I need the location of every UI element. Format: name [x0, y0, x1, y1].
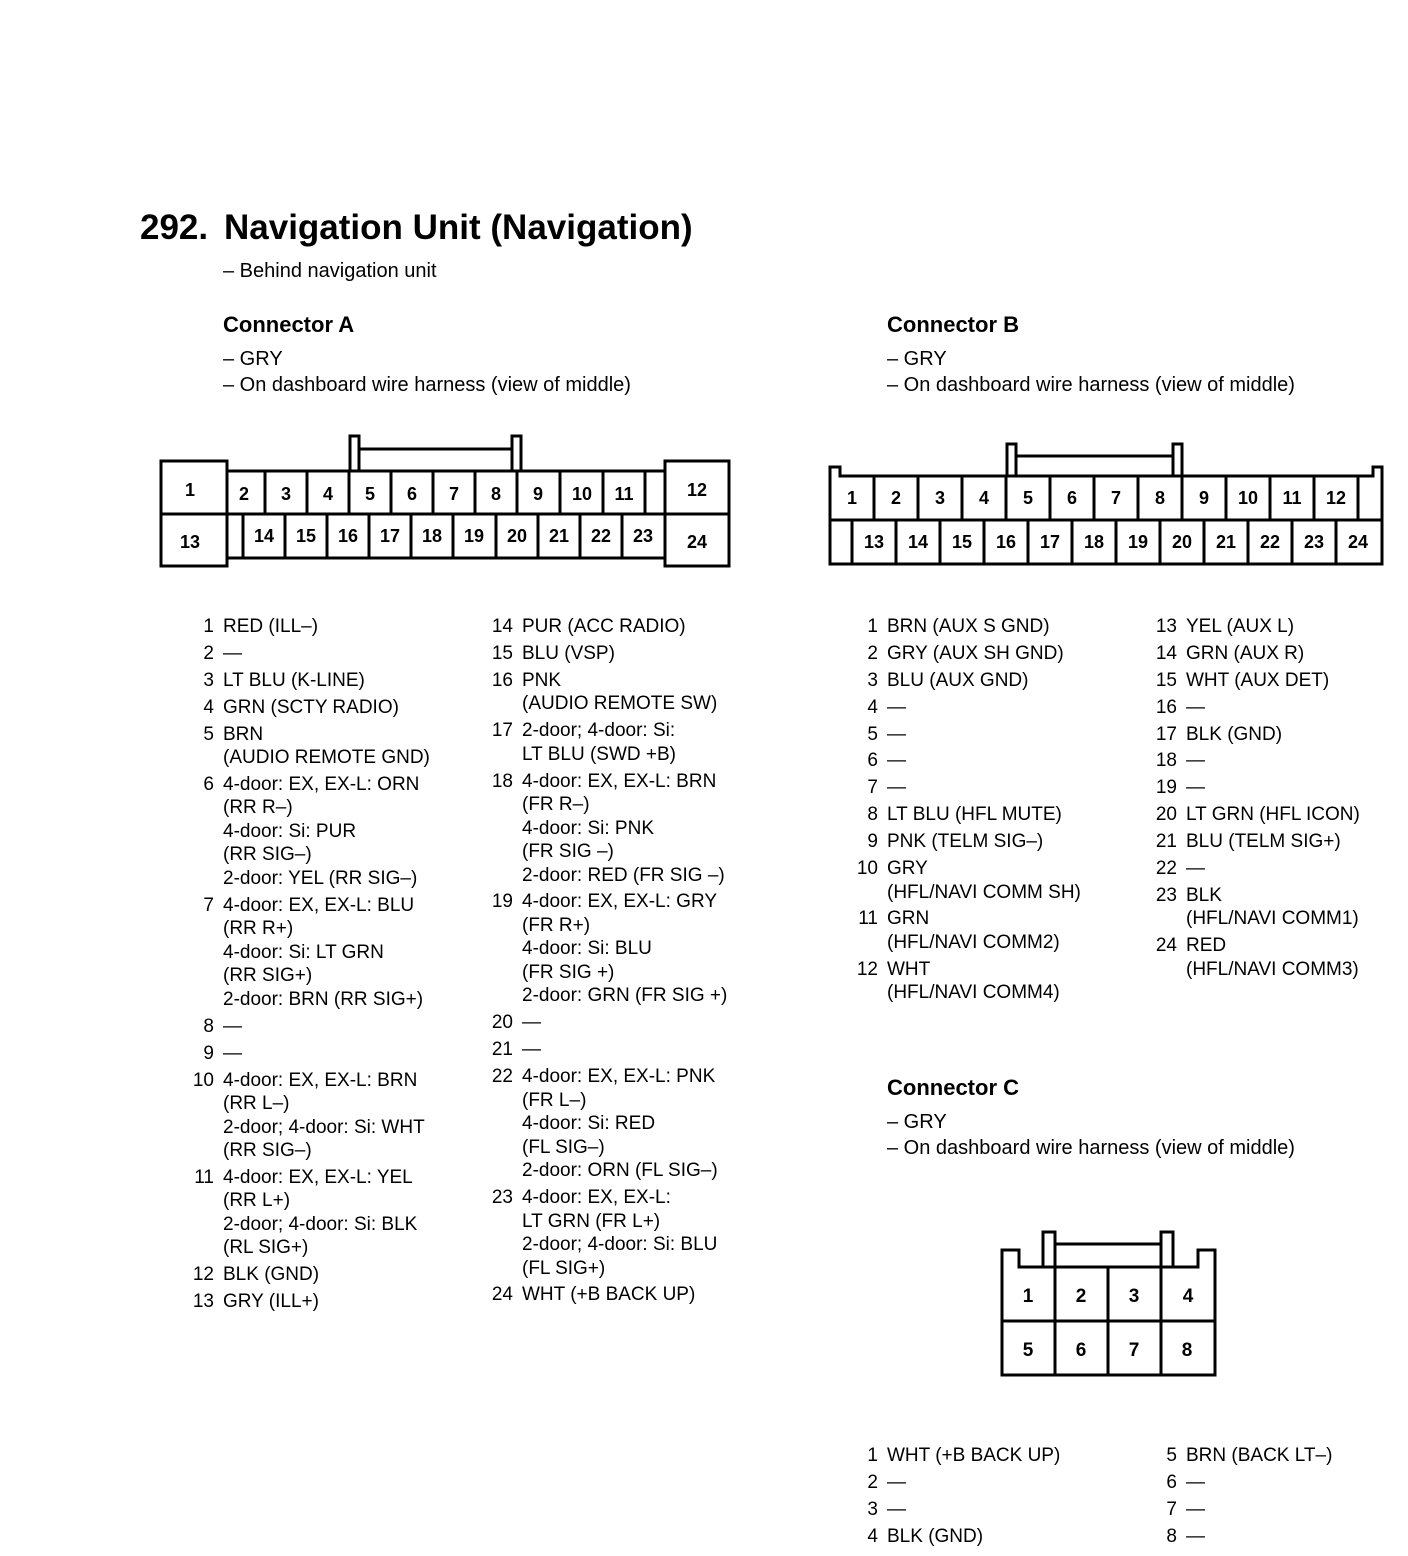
pin-entry — [192, 615, 472, 639]
pin-description: — — [887, 1471, 906, 1493]
pin-description: — — [887, 723, 906, 745]
pin-entry — [1155, 696, 1395, 720]
pin-description: GRY (AUX SH GND) — [887, 642, 1064, 664]
pin-number: 20 — [491, 1012, 513, 1034]
pin-entry — [192, 1069, 472, 1163]
pin-description: BLK (GND) — [887, 1525, 984, 1547]
connector-b-pin-label: 5 — [1022, 488, 1034, 508]
connector-b-pin-label: 19 — [1127, 532, 1149, 552]
connector-c-pin-label: 6 — [1075, 1340, 1087, 1361]
connector-c-harness: – On dashboard wire harness (view of middle) — [887, 1137, 1295, 1159]
connector-b-pin-list-right — [1155, 615, 1395, 985]
pin-description: 4-door: EX, EX-L: PNK (FR L–) 4-door: Si: RED (FL SIG–) 2-door: ORN (FL SIG–) — [522, 1066, 718, 1182]
pin-number: 10 — [192, 1069, 214, 1091]
pin-description: BRN (AUX S GND) — [887, 616, 1050, 637]
pin-number: 2 — [203, 642, 214, 664]
pin-entry — [1155, 1471, 1395, 1495]
connector-b-pin-label: 6 — [1066, 488, 1078, 508]
pin-entry — [192, 1015, 472, 1039]
pin-entry — [856, 1498, 1136, 1522]
pin-number: 4 — [867, 696, 878, 718]
pin-description: — — [887, 750, 906, 772]
pin-number: 3 — [867, 669, 878, 691]
connector-b-pin-label: 12 — [1325, 488, 1347, 508]
pin-entry — [491, 890, 771, 1008]
pin-number: 19 — [491, 891, 513, 913]
connector-a-pin-label: 18 — [421, 526, 443, 546]
connector-b-pin-label: 14 — [907, 532, 929, 552]
pin-description: GRN (HFL/NAVI COMM2) — [887, 908, 1060, 953]
pin-entry — [856, 1471, 1136, 1495]
pin-number: 8 — [203, 1015, 214, 1037]
connector-a-pin-label: 11 — [614, 484, 634, 504]
pin-number: 17 — [1155, 723, 1177, 745]
connector-a-pin-label: 14 — [253, 526, 275, 546]
connector-b-color: – GRY — [887, 348, 947, 370]
pin-number: 4 — [203, 696, 214, 718]
connector-c-pin-label: 1 — [1022, 1286, 1034, 1307]
pin-number: 4 — [867, 1525, 878, 1547]
pin-description: RED (ILL–) — [223, 616, 319, 637]
pin-number: 9 — [203, 1042, 214, 1064]
pin-number: 23 — [1155, 884, 1177, 906]
connector-a-pin-label: 21 — [548, 526, 570, 546]
connector-a-pin-list-right — [491, 615, 771, 1310]
pin-entry — [491, 1065, 771, 1183]
pin-entry — [491, 1011, 771, 1035]
pin-number: 22 — [1155, 858, 1177, 880]
pin-description: BLK (GND) — [1186, 723, 1283, 745]
pin-entry — [1155, 830, 1395, 854]
pin-entry — [1155, 776, 1395, 800]
pin-number: 24 — [491, 1284, 513, 1306]
pin-number: 14 — [1155, 642, 1177, 664]
connector-b-pin-label: 1 — [846, 488, 858, 508]
connector-b-heading: Connector B — [887, 312, 1019, 337]
location-note: – Behind navigation unit — [223, 260, 437, 282]
pin-description: 2-door; 4-door: Si: LT BLU (SWD +B) — [522, 720, 676, 765]
connector-a-pin-label: 10 — [571, 484, 593, 504]
pin-entry — [856, 830, 1136, 854]
pin-number: 12 — [192, 1264, 214, 1286]
pin-entry — [856, 669, 1136, 693]
pin-entry — [856, 803, 1136, 827]
connector-b-pin-label: 23 — [1303, 532, 1325, 552]
pin-description: LT BLU (K-LINE) — [223, 669, 365, 691]
pin-description: — — [887, 1498, 906, 1520]
pin-number: 23 — [491, 1187, 513, 1209]
pin-number: 24 — [1155, 935, 1177, 957]
connector-a-pin-label: 4 — [322, 484, 334, 504]
connector-a-pin-label: 15 — [295, 526, 317, 546]
pin-entry — [856, 1444, 1136, 1468]
pin-entry — [192, 1166, 472, 1260]
connector-a-pin-label: 24 — [686, 532, 708, 552]
connector-c-color: – GRY — [887, 1111, 947, 1133]
connector-b-pin-list-left — [856, 615, 1136, 1008]
pin-entry — [856, 696, 1136, 720]
pin-number: 3 — [867, 1498, 878, 1520]
pin-entry — [192, 1042, 472, 1066]
pin-entry — [491, 770, 771, 888]
pin-description: BLU (VSP) — [522, 642, 615, 664]
pin-description: 4-door: EX, EX-L: BLU (RR R+) 4-door: Si: LT GRN (RR SIG+) 2-door: BRN (RR SIG+) — [223, 894, 424, 1010]
connector-a-pin-label: 2 — [238, 484, 250, 504]
pin-description: BRN (AUDIO REMOTE GND) — [223, 723, 430, 769]
pin-description: LT BLU (HFL MUTE) — [887, 804, 1062, 826]
pin-description: PNK (TELM SIG–) — [887, 831, 1044, 853]
pin-entry — [192, 894, 472, 1012]
pin-number: 19 — [1155, 777, 1177, 799]
pin-number: 10 — [856, 858, 878, 880]
connector-a-pin-list-left — [192, 615, 472, 1317]
pin-number: 21 — [1155, 831, 1177, 853]
connector-b-pin-label: 22 — [1259, 532, 1281, 552]
pin-entry — [1155, 723, 1395, 747]
pin-description: YEL (AUX L) — [1186, 616, 1295, 637]
connector-b-pin-label: 13 — [863, 532, 885, 552]
pin-description: — — [1186, 750, 1205, 772]
connector-c-latch-left — [1043, 1232, 1055, 1267]
pin-entry — [491, 1186, 771, 1280]
pin-number: 1 — [203, 616, 214, 637]
connector-b-pin-label: 2 — [890, 488, 902, 508]
connector-a-pin-label: 22 — [590, 526, 612, 546]
pin-entry — [1155, 803, 1395, 827]
pin-number: 1 — [867, 616, 878, 637]
pin-number: 11 — [194, 1166, 214, 1188]
pin-description: — — [1186, 858, 1205, 880]
connector-c-pin-label: 4 — [1182, 1286, 1194, 1307]
connector-b-pin-label: 15 — [951, 532, 973, 552]
pin-description: GRN (SCTY RADIO) — [223, 696, 399, 718]
pin-number: 9 — [867, 831, 878, 853]
pin-entry — [856, 958, 1136, 1005]
connector-a-pin-label: 12 — [686, 480, 708, 500]
pin-number: 5 — [1166, 1445, 1177, 1466]
pin-description: — — [522, 1039, 541, 1061]
connector-c-pin-label: 5 — [1022, 1340, 1034, 1361]
pin-description: GRN (AUX R) — [1186, 642, 1305, 664]
pin-entry — [192, 1290, 472, 1314]
connector-a-pin-label: 7 — [448, 484, 460, 504]
connector-b-pin-label: 18 — [1083, 532, 1105, 552]
pin-entry — [1155, 749, 1395, 773]
pin-entry — [1155, 934, 1395, 981]
pin-entry — [1155, 642, 1395, 666]
connector-c-pin-list-left — [856, 1444, 1136, 1552]
pin-entry — [1155, 884, 1395, 931]
connector-a-pin-label: 5 — [364, 484, 376, 504]
connector-a-pin-label: 1 — [184, 480, 196, 500]
connector-a-pin-label: 3 — [280, 484, 292, 504]
pin-description: GRY (ILL+) — [223, 1291, 319, 1313]
pin-description: 4-door: EX, EX-L: BRN (FR R–) 4-door: Si: PNK (FR SIG –) 2-door: RED (FR SIG –) — [522, 770, 725, 886]
pin-entry — [491, 615, 771, 639]
pin-entry — [856, 907, 1136, 954]
pin-entry — [192, 696, 472, 720]
pin-number: 3 — [203, 669, 214, 691]
pin-entry — [192, 773, 472, 891]
connector-a-pin-label: 17 — [379, 526, 401, 546]
pin-entry — [856, 642, 1136, 666]
connector-b-latch-left — [1007, 444, 1016, 476]
pin-description: — — [522, 1012, 541, 1034]
connector-a-pin-label: 8 — [490, 484, 502, 504]
connector-c-pin-label: 7 — [1128, 1340, 1140, 1361]
pin-entry — [1155, 669, 1395, 693]
connector-a-latch-left — [350, 436, 359, 471]
connector-c-pin-label: 2 — [1075, 1286, 1087, 1307]
pin-description: WHT (+B BACK UP) — [522, 1284, 696, 1306]
pin-number: 18 — [1155, 750, 1177, 772]
pin-description: — — [223, 642, 242, 664]
pin-number: 20 — [1155, 804, 1177, 826]
pin-description: — — [223, 1042, 242, 1064]
pin-number: 18 — [491, 770, 513, 792]
pin-description: BRN (BACK LT–) — [1186, 1445, 1333, 1466]
pin-entry — [192, 1263, 472, 1287]
pin-entry — [491, 1283, 771, 1307]
pin-description: PNK (AUDIO REMOTE SW) — [522, 669, 718, 715]
pin-number: 14 — [491, 616, 513, 637]
connector-b-pin-label: 17 — [1039, 532, 1061, 552]
connector-b-pin-label: 21 — [1215, 532, 1237, 552]
connector-a-pin-label: 13 — [179, 532, 201, 552]
connector-b-pin-label: 10 — [1237, 488, 1259, 508]
pin-description: — — [887, 696, 906, 718]
pin-description: 4-door: EX, EX-L: GRY (FR R+) 4-door: Si: BLU (FR SIG +) 2-door: GRN (FR SIG +) — [522, 891, 728, 1007]
pin-description: 4-door: EX, EX-L: BRN (RR L–) 2-door; 4-door: Si: WHT (RR SIG–) — [223, 1069, 425, 1162]
connector-a-pin-numbers — [180, 480, 707, 552]
pin-number: 7 — [867, 777, 878, 799]
pin-number: 16 — [1155, 696, 1177, 718]
pin-description: — — [1186, 1498, 1205, 1520]
pin-number: 8 — [1166, 1525, 1177, 1547]
connector-b-pin-label: 8 — [1154, 488, 1166, 508]
pin-entry — [856, 776, 1136, 800]
pin-number: 2 — [867, 1471, 878, 1493]
pin-entry — [491, 642, 771, 666]
connector-a-latch-right — [512, 436, 521, 471]
pin-number: 7 — [1166, 1498, 1177, 1520]
pin-entry — [1155, 1498, 1395, 1522]
connector-a-pin-label: 19 — [463, 526, 485, 546]
pin-entry — [856, 749, 1136, 773]
connector-b-harness: – On dashboard wire harness (view of middle) — [887, 374, 1295, 396]
pin-description: — — [1186, 777, 1205, 799]
connector-b-pin-label: 24 — [1347, 532, 1369, 552]
connector-b-pin-label: 4 — [978, 488, 990, 508]
pin-description: — — [887, 777, 906, 799]
page-number: 292. — [140, 208, 209, 247]
pin-description: — — [1186, 1471, 1205, 1493]
connector-a-pin-label: 9 — [532, 484, 544, 504]
pin-description: RED (HFL/NAVI COMM3) — [1186, 935, 1359, 980]
pin-description: BLU (TELM SIG+) — [1186, 831, 1341, 853]
pin-number: 22 — [491, 1066, 513, 1088]
pin-number: 6 — [867, 750, 878, 772]
pin-number: 15 — [491, 642, 513, 664]
connector-b-pin-label: 9 — [1198, 488, 1210, 508]
pin-entry — [856, 857, 1136, 904]
page-title-text: Navigation Unit (Navigation) — [224, 208, 693, 247]
pin-entry — [192, 642, 472, 666]
pin-description: — — [1186, 1525, 1205, 1547]
pin-entry — [856, 723, 1136, 747]
connector-a-color: – GRY — [223, 348, 283, 370]
pin-description: — — [223, 1015, 242, 1037]
connector-a-harness: – On dashboard wire harness (view of middle) — [223, 374, 631, 396]
pin-number: 16 — [491, 669, 513, 691]
pin-description: GRY (HFL/NAVI COMM SH) — [887, 858, 1081, 903]
pin-description: PUR (ACC RADIO) — [522, 616, 686, 637]
connector-c-pin-label: 3 — [1128, 1286, 1140, 1307]
pin-number: 13 — [1155, 616, 1177, 637]
pin-description: 4-door: EX, EX-L: LT GRN (FR L+) 2-door; 4-door: Si: BLU (FL SIG+) — [522, 1187, 718, 1279]
pin-entry — [856, 1525, 1136, 1549]
pin-number: 7 — [203, 894, 214, 916]
pin-entry — [1155, 615, 1395, 639]
connector-a-pin-label: 16 — [337, 526, 359, 546]
connector-a-pin-label: 23 — [632, 526, 654, 546]
pin-description: WHT (HFL/NAVI COMM4) — [887, 958, 1060, 1004]
pin-description: — — [1186, 696, 1205, 718]
pin-number: 6 — [1166, 1471, 1177, 1493]
connector-a-pin-label: 6 — [406, 484, 418, 504]
pin-entry — [491, 1038, 771, 1062]
pin-description: 4-door: EX, EX-L: ORN (RR R–) 4-door: Si: PUR (RR SIG–) 2-door: YEL (RR SIG–) — [223, 773, 420, 889]
pin-number: 21 — [491, 1039, 513, 1061]
connector-b-pin-label: 3 — [934, 488, 946, 508]
pin-number: 6 — [203, 773, 214, 795]
pin-description: BLK (GND) — [223, 1264, 320, 1286]
pin-number: 17 — [491, 720, 513, 742]
connector-c-pin-list-right — [1155, 1444, 1395, 1552]
pin-number: 1 — [867, 1445, 878, 1466]
pin-entry — [1155, 857, 1395, 881]
pin-entry — [856, 615, 1136, 639]
pin-number: 13 — [192, 1291, 214, 1313]
pin-description: WHT (+B BACK UP) — [887, 1445, 1061, 1466]
pin-number: 5 — [867, 723, 878, 745]
connector-b-pin-label: 16 — [995, 532, 1017, 552]
pin-description: LT GRN (HFL ICON) — [1186, 804, 1360, 826]
pin-description: BLU (AUX GND) — [887, 669, 1029, 691]
connector-b-pin-label: 11 — [1282, 488, 1302, 508]
pin-entry — [1155, 1525, 1395, 1549]
pin-number: 15 — [1155, 669, 1177, 691]
pin-entry — [491, 669, 771, 716]
pin-entry — [1155, 1444, 1395, 1468]
connector-b-latch-right — [1173, 444, 1182, 476]
pin-entry — [491, 719, 771, 766]
pin-number: 8 — [867, 804, 878, 826]
connector-b-pin-label: 7 — [1110, 488, 1122, 508]
pin-entry — [192, 669, 472, 693]
connector-b-pin-label: 20 — [1171, 532, 1193, 552]
pin-description: WHT (AUX DET) — [1186, 669, 1330, 691]
connector-c-pin-label: 8 — [1181, 1340, 1193, 1361]
pin-description: BLK (HFL/NAVI COMM1) — [1186, 884, 1359, 930]
connector-c-heading: Connector C — [887, 1075, 1019, 1100]
connector-c-latch-right — [1161, 1232, 1173, 1267]
pin-number: 5 — [203, 723, 214, 745]
connector-a-heading: Connector A — [223, 312, 355, 337]
pin-number: 11 — [858, 908, 878, 930]
pin-number: 12 — [856, 958, 878, 980]
pin-description: 4-door: EX, EX-L: YEL (RR L+) 2-door; 4-door: Si: BLK (RL SIG+) — [223, 1166, 418, 1259]
pin-entry — [192, 723, 472, 770]
connector-a-pin-label: 20 — [506, 526, 528, 546]
pin-number: 2 — [867, 642, 878, 664]
